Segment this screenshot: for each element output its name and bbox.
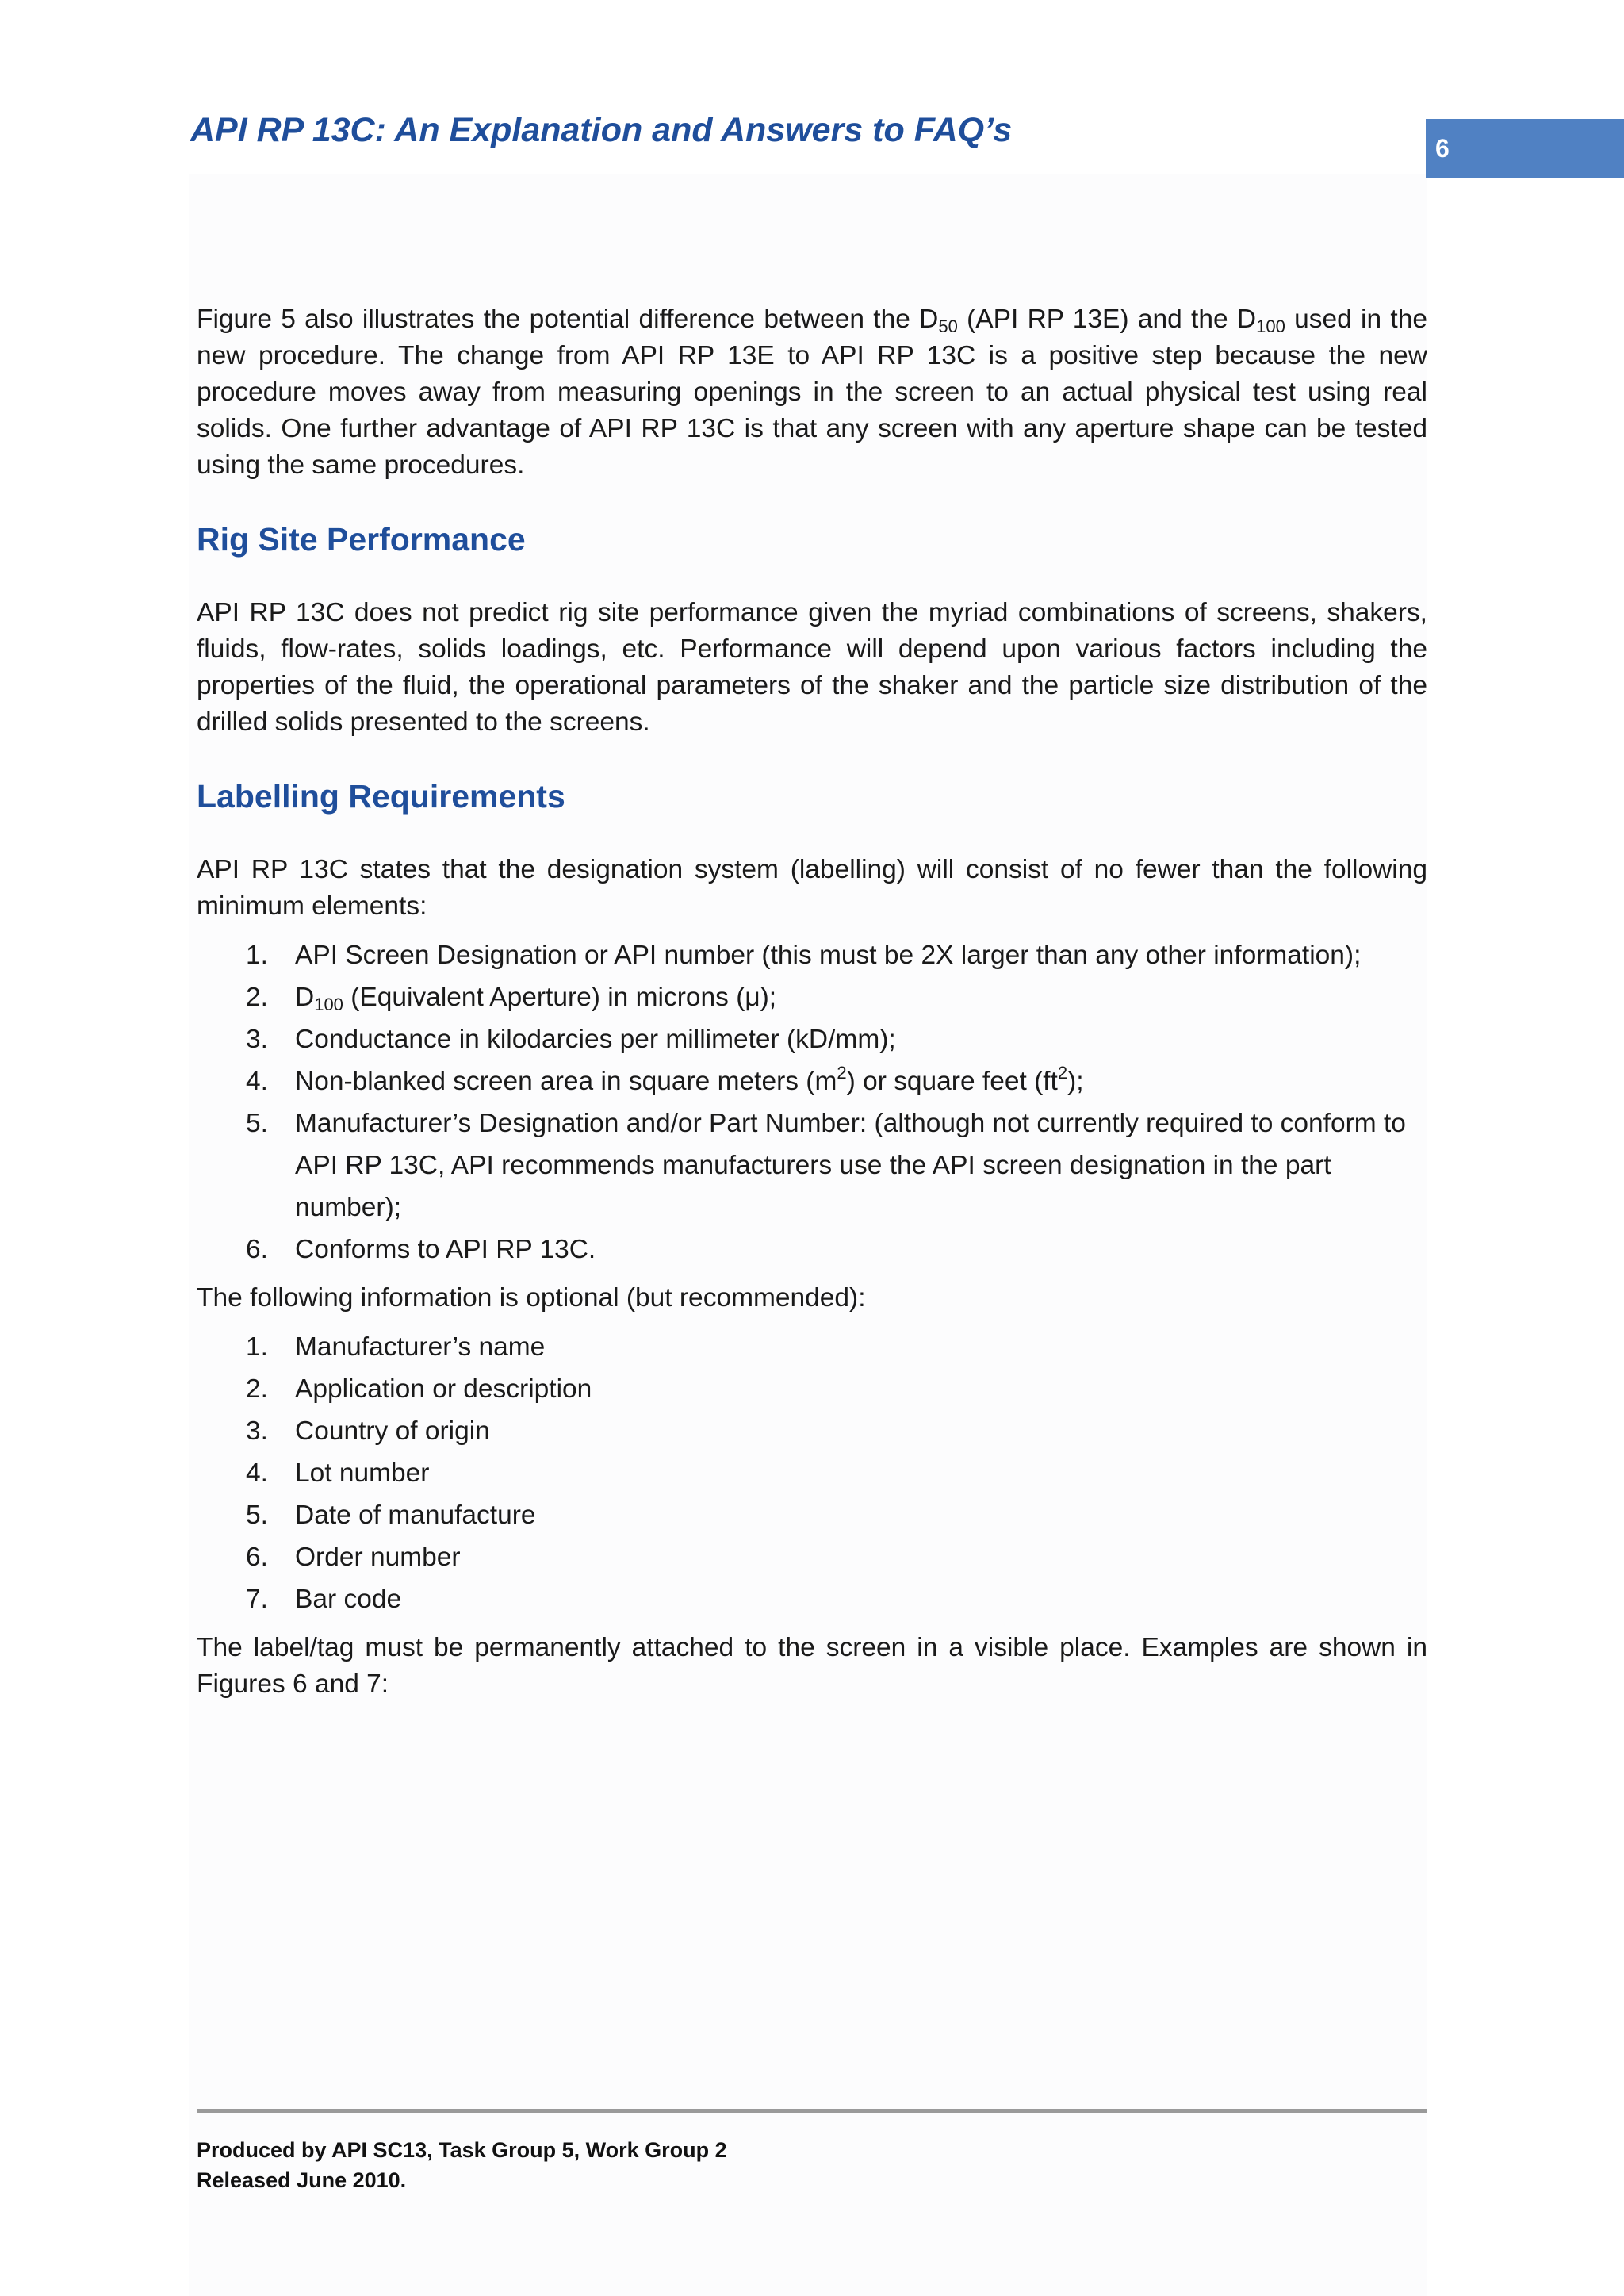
page-number-tab <box>1426 119 1624 178</box>
list-item: 2. Application or description <box>246 1374 592 1404</box>
page-content <box>197 301 1427 1703</box>
page-number: 6 <box>1435 134 1450 163</box>
list-item: 1. Manufacturer’s name <box>246 1332 546 1362</box>
footer <box>197 2135 727 2195</box>
list-item: 1. API Screen Designation or API number (this must be 2X larger than any other information); <box>246 941 1362 970</box>
optional-elements-list <box>197 1326 1427 1620</box>
list-item: 6. Conforms to API RP 13C. <box>246 1235 596 1264</box>
footer-release-date: Released June 2010. <box>197 2168 407 2192</box>
list-item: 5. Date of manufacture <box>246 1501 536 1530</box>
document-title: API RP 13C: An Explanation and Answers to FAQ’s <box>190 111 1013 149</box>
footer-produced-by: Produced by API SC13, Task Group 5, Work Group 2 <box>197 2138 727 2162</box>
d50-subscript: 50 <box>938 316 958 336</box>
intro-paragraph <box>197 301 1427 484</box>
footer-divider <box>197 2109 1427 2113</box>
labelling-intro: API RP 13C states that the designation system (labelling) will consist of no fewer than the following minimum elements: <box>197 855 1427 921</box>
list-item: 7. Bar code <box>246 1585 402 1614</box>
required-elements-list <box>197 934 1427 1271</box>
list-item: 3. Conductance in kilodarcies per millimeter (kD/mm); <box>246 1025 896 1054</box>
list-item: 4. Non-blanked screen area in square meters $(m^2)$ or square feet $(ft^2)$; <box>246 1063 1084 1096</box>
list-item: 5. Manufacturer’s Designation and/or Part Number: (although not currently required to conform to API RP 13C, API recommends manufacturers use the API screen designation in the part number); <box>246 1109 1406 1222</box>
labelling-heading: Labelling Requirements <box>197 778 565 815</box>
intro-text-1: Figure 5 also illustrates the potential difference between the D <box>197 305 939 334</box>
list-item: 6. Order number <box>246 1543 461 1572</box>
intro-text-2: (API RP 13E) and the D <box>957 305 1257 334</box>
rig-site-paragraph: API RP 13C does not predict rig site performance given the myriad combinations of screens, shakers, fluids, flow-rates, solids loadings, etc. Performance will depend upon various factors including the properties of the fluid, the operational parameters of the shaker and the particle size distribution of the drilled solids presented to the screens. <box>197 598 1427 737</box>
d100-subscript: 100 <box>1256 316 1285 336</box>
rig-site-heading: Rig Site Performance <box>197 521 526 558</box>
optional-intro: The following information is optional (but recommended): <box>197 1283 866 1313</box>
list-item: 3. Country of origin <box>246 1416 490 1446</box>
closing-paragraph: The label/tag must be permanently attached to the screen in a visible place. Examples are shown in Figures 6 and 7: <box>197 1633 1427 1699</box>
intro-text-3: used in the new procedure. The change from API RP 13E to API RP 13C is a positive step because the new procedure moves away from measuring openings in the screen to an actual physical test using real solids. One further advantage of API RP 13C is that any screen with any aperture shape can be tested using the same procedures. <box>197 305 1427 480</box>
list-item: 4. Lot number <box>246 1458 430 1488</box>
list-item: 2. $D_{100}$ (Equivalent Aperture) in microns (μ); <box>246 983 777 1014</box>
